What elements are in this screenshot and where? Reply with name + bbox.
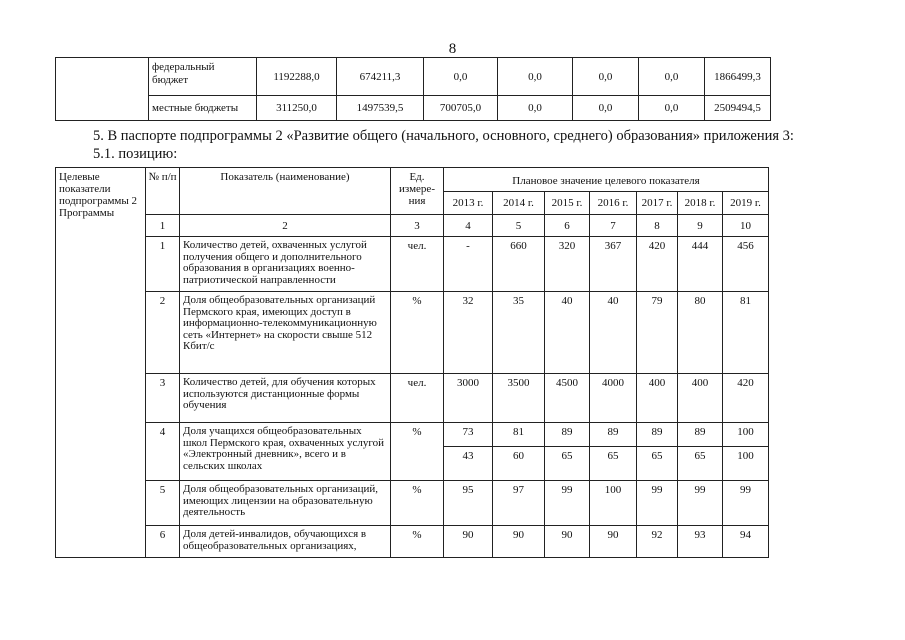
budget-row-label: федеральный бюджет	[149, 58, 257, 96]
row-value: 80	[678, 292, 723, 374]
row-value: 89	[590, 423, 637, 447]
year-header: 2013 г.	[444, 192, 493, 215]
row-value: 660	[493, 237, 545, 292]
row-value: 89	[678, 423, 723, 447]
row-value: 89	[545, 423, 590, 447]
table-row	[56, 526, 769, 558]
budget-table	[55, 57, 771, 121]
budget-cell: 674211,3	[337, 58, 424, 96]
row-value: 90	[590, 526, 637, 558]
column-numbers-row	[56, 215, 769, 237]
row-unit: %	[391, 423, 444, 481]
row-value: 400	[678, 374, 723, 423]
budget-cell: 0,0	[573, 58, 639, 96]
row-value: 420	[723, 374, 769, 423]
col-number: 1	[146, 215, 180, 237]
col-number: 3	[391, 215, 444, 237]
row-num: 1	[146, 237, 180, 292]
row-unit: чел.	[391, 374, 444, 423]
row-unit: %	[391, 526, 444, 558]
row-value: 100	[723, 447, 769, 481]
row-num: 2	[146, 292, 180, 374]
budget-cell: 0,0	[573, 96, 639, 121]
row-value: 65	[545, 447, 590, 481]
row-value: 90	[545, 526, 590, 558]
row-value: 65	[637, 447, 678, 481]
row-value: 97	[493, 481, 545, 526]
col-number: 8	[637, 215, 678, 237]
year-header: 2015 г.	[545, 192, 590, 215]
row-value: 4500	[545, 374, 590, 423]
header-name: Показатель (наименование)	[180, 168, 391, 215]
row-value: 3000	[444, 374, 493, 423]
table-row	[56, 423, 769, 447]
row-value: 456	[723, 237, 769, 292]
year-header: 2016 г.	[590, 192, 637, 215]
year-header: 2014 г.	[493, 192, 545, 215]
row-name: Количество детей, для обучения которых используются дистанционные формы обучения	[180, 374, 391, 423]
row-value: 65	[678, 447, 723, 481]
budget-cell: 0,0	[424, 58, 498, 96]
budget-cell: 700705,0	[424, 96, 498, 121]
header-row	[56, 168, 769, 192]
row-value: 40	[590, 292, 637, 374]
budget-cell: 0,0	[639, 58, 705, 96]
row-num: 6	[146, 526, 180, 558]
header-plan: Плановое значение целевого показателя	[444, 168, 769, 192]
side-label: Целевые показатели подпрограммы 2 Программы	[56, 168, 146, 558]
page-number: 8	[448, 41, 457, 57]
row-value: 60	[493, 447, 545, 481]
row-value: 94	[723, 526, 769, 558]
budget-cell: 0,0	[639, 96, 705, 121]
row-name: Доля детей-инвалидов, обучающихся в общеобразовательных организациях,	[180, 526, 391, 558]
row-value: 3500	[493, 374, 545, 423]
row-value: 420	[637, 237, 678, 292]
table-row	[56, 237, 769, 292]
row-value: 43	[444, 447, 493, 481]
row-value: 90	[493, 526, 545, 558]
row-name: Доля учащихся общеобразовательных школ Пермского края, охваченных услугой «Электронный дневник», всего и в сельских школах	[180, 423, 391, 481]
row-num: 3	[146, 374, 180, 423]
row-unit: %	[391, 481, 444, 526]
row-name: Доля общеобразовательных организаций Пермского края, имеющих доступ в информационно-телекоммуникационную сеть «Интернет» на скорости свыше 512 Кбит/с	[180, 292, 391, 374]
row-unit: %	[391, 292, 444, 374]
row-value: 95	[444, 481, 493, 526]
col-number: 6	[545, 215, 590, 237]
budget-cell: 0,0	[498, 96, 573, 121]
row-value: 100	[723, 423, 769, 447]
row-value: 100	[590, 481, 637, 526]
row-value: 99	[545, 481, 590, 526]
budget-cell: 1497539,5	[337, 96, 424, 121]
row-value: 35	[493, 292, 545, 374]
row-value: 444	[678, 237, 723, 292]
budget-cell: 2509494,5	[705, 96, 771, 121]
row-value: 99	[678, 481, 723, 526]
year-header: 2019 г.	[723, 192, 769, 215]
row-value: 99	[637, 481, 678, 526]
row-num: 4	[146, 423, 180, 481]
year-header: 2017 г.	[637, 192, 678, 215]
budget-cell: 311250,0	[257, 96, 337, 121]
paragraph-5-1: 5.1. позицию:	[93, 146, 178, 162]
header-unit: Ед. измере-ния	[391, 168, 444, 215]
row-value: 81	[493, 423, 545, 447]
table-row	[56, 292, 769, 374]
row-value: 89	[637, 423, 678, 447]
budget-cell: 1866499,3	[705, 58, 771, 96]
col-number: 9	[678, 215, 723, 237]
row-num: 5	[146, 481, 180, 526]
row-value: -	[444, 237, 493, 292]
row-unit: чел.	[391, 237, 444, 292]
budget-row	[56, 58, 771, 96]
budget-empty-cell	[56, 58, 149, 121]
row-value: 73	[444, 423, 493, 447]
row-value: 81	[723, 292, 769, 374]
budget-cell: 0,0	[498, 58, 573, 96]
col-number: 10	[723, 215, 769, 237]
indicators-table	[55, 167, 769, 558]
col-number: 5	[493, 215, 545, 237]
header-num: № п/п	[146, 168, 180, 215]
row-value: 400	[637, 374, 678, 423]
row-value: 99	[723, 481, 769, 526]
table-row	[56, 481, 769, 526]
row-value: 32	[444, 292, 493, 374]
budget-row-label: местные бюджеты	[149, 96, 257, 121]
col-number: 7	[590, 215, 637, 237]
paragraph-5: 5. В паспорте подпрограммы 2 «Развитие общего (начального, основного, среднего) образования» приложения 3:	[93, 128, 794, 144]
row-value: 92	[637, 526, 678, 558]
budget-cell: 1192288,0	[257, 58, 337, 96]
col-number: 4	[444, 215, 493, 237]
budget-row	[56, 96, 771, 121]
row-value: 93	[678, 526, 723, 558]
row-value: 79	[637, 292, 678, 374]
row-value: 4000	[590, 374, 637, 423]
col-number: 2	[180, 215, 391, 237]
row-name: Количество детей, охваченных услугой получения общего и дополнительного образования в организациях военно-патриотической направленности	[180, 237, 391, 292]
row-name: Доля общеобразовательных организаций, имеющих лицензии на образовательную деятельность	[180, 481, 391, 526]
row-value: 367	[590, 237, 637, 292]
year-header: 2018 г.	[678, 192, 723, 215]
table-row	[56, 374, 769, 423]
row-value: 40	[545, 292, 590, 374]
row-value: 320	[545, 237, 590, 292]
row-value: 90	[444, 526, 493, 558]
row-value: 65	[590, 447, 637, 481]
